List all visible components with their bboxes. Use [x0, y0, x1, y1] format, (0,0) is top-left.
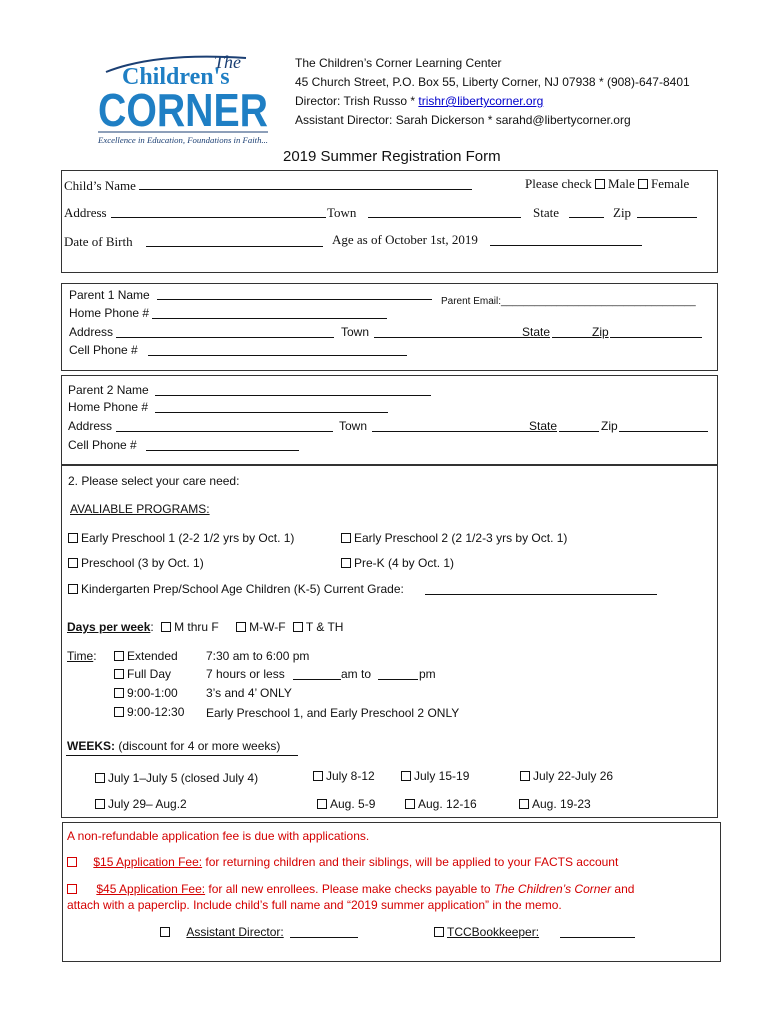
- parent2-cell-field[interactable]: [146, 450, 299, 451]
- bookkeeper-field[interactable]: [560, 937, 635, 938]
- assistant-director-sign: [160, 925, 284, 939]
- fee15-label: $15 Application Fee:: [93, 855, 203, 869]
- child-state-label: State: [533, 205, 559, 220]
- parent2-state-field[interactable]: [559, 431, 599, 432]
- time-9-1230-desc: Early Preschool 1, and Early Preschool 2 ONLY: [206, 706, 460, 720]
- fee45-label: $45 Application Fee:: [96, 882, 206, 896]
- day-mf-label: M thru F: [174, 620, 219, 634]
- child-zip-field[interactable]: [637, 217, 697, 218]
- parent2-cell-label: Cell Phone #: [68, 438, 137, 452]
- extended-checkbox[interactable]: [114, 651, 124, 661]
- kinder-label: Kindergarten Prep/School Age Children (K-5) Current Grade:: [81, 582, 404, 596]
- care-prompt: 2. Please select your care need:: [68, 474, 240, 488]
- female-label: Female: [651, 176, 690, 191]
- days-row: [67, 620, 343, 634]
- parent1-home-phone-label: Home Phone #: [69, 306, 150, 320]
- time-9-1: [114, 686, 178, 700]
- program-early1: [68, 531, 294, 545]
- logo: [96, 52, 272, 148]
- weeks-underline: [66, 755, 298, 756]
- assistant-director-field[interactable]: [290, 937, 358, 938]
- parent2-home-phone-field[interactable]: [155, 412, 388, 413]
- care-section: [61, 465, 718, 818]
- parent1-name-label: Parent 1 Name: [69, 288, 150, 302]
- logo-childrens: Children's: [122, 64, 230, 90]
- bookkeeper-sign: [434, 925, 539, 939]
- parent1-name-field[interactable]: [157, 299, 432, 300]
- week-7-label: Aug. 12-16: [418, 797, 477, 811]
- time-9-1-desc: 3’s and 4’ ONLY: [206, 686, 292, 700]
- child-name-label: Child’s Name: [64, 178, 136, 193]
- logo-graphic: [96, 52, 272, 148]
- parent2-home-phone-label: Home Phone #: [68, 400, 149, 414]
- week-5-checkbox[interactable]: [95, 799, 105, 809]
- female-checkbox[interactable]: [638, 179, 648, 189]
- fullday-checkbox[interactable]: [114, 669, 124, 679]
- parent2-zip-label: Zip: [601, 419, 618, 433]
- child-name-field[interactable]: [139, 189, 472, 190]
- parent1-email[interactable]: Parent Email:___________________________________: [441, 296, 696, 307]
- fee15-text: for returning children and their siblings, will be applied to your FACTS account: [202, 855, 619, 869]
- fee45-text: for all new enrollees. Please make checks payable to: [205, 882, 494, 896]
- parent1-cell-field[interactable]: [148, 355, 407, 356]
- age-label: Age as of October 1st, 2019: [332, 232, 478, 247]
- fullday-end-field[interactable]: [378, 679, 418, 680]
- parent2-name-field[interactable]: [155, 395, 431, 396]
- logo-corner: CORNER: [98, 84, 268, 136]
- week-6-checkbox[interactable]: [317, 799, 327, 809]
- time-extended: [114, 649, 178, 663]
- kinder-checkbox[interactable]: [68, 584, 78, 594]
- parent1-state-field[interactable]: [552, 337, 592, 338]
- early1-checkbox[interactable]: [68, 533, 78, 543]
- day-tth-label: T & TH: [305, 620, 344, 634]
- parent1-zip-field[interactable]: [610, 337, 702, 338]
- preschool-checkbox[interactable]: [68, 558, 78, 568]
- parent1-address-field[interactable]: [116, 337, 334, 338]
- fullday-label: Full Day: [127, 667, 172, 681]
- fullday-desc-c: pm: [419, 667, 436, 681]
- week-3-checkbox[interactable]: [401, 771, 411, 781]
- prek-checkbox[interactable]: [341, 558, 351, 568]
- prek-label: Pre-K (4 by Oct. 1): [354, 556, 455, 570]
- parent1-town-label: Town: [341, 325, 370, 339]
- week-6-label: Aug. 5-9: [330, 797, 376, 811]
- bookkeeper-checkbox[interactable]: [434, 927, 444, 937]
- day-mwf-checkbox[interactable]: [236, 622, 246, 632]
- parent1-town-field[interactable]: [374, 337, 522, 338]
- fee45-checkbox[interactable]: [67, 884, 77, 894]
- weeks-label: WEEKS:: [67, 739, 115, 753]
- child-town-label: Town: [327, 205, 357, 220]
- time-9-1230-label: 9:00-12:30: [127, 705, 185, 719]
- week-4-label: July 22-July 26: [533, 769, 614, 783]
- week-1-checkbox[interactable]: [95, 773, 105, 783]
- week-4-checkbox[interactable]: [520, 771, 530, 781]
- child-town-field[interactable]: [368, 217, 521, 218]
- time-label: Time: [67, 649, 94, 663]
- time-9-1230-checkbox[interactable]: [114, 707, 124, 717]
- fee-notice: A non-refundable application fee is due with applications.: [67, 829, 370, 843]
- fee15-row: [67, 855, 618, 869]
- gender-prefix: Please check: [525, 176, 592, 191]
- time-label-wrap: [67, 649, 97, 663]
- parent1-state-label: State: [522, 325, 551, 339]
- fullday-start-field[interactable]: [293, 679, 341, 680]
- parent2-address-field[interactable]: [116, 431, 333, 432]
- org-address: 45 Church Street, P.O. Box 55, Liberty Corner, NJ 07938 * (908)-647-8401: [295, 75, 690, 89]
- parent1-zip-label: Zip: [592, 325, 609, 339]
- time-9-1-label: 9:00-1:00: [127, 686, 178, 700]
- days-label: Days per week: [67, 620, 151, 634]
- assistant-director-label: Assistant Director:: [186, 925, 284, 939]
- parent1-address-label: Address: [69, 325, 114, 339]
- week-5-label: July 29– Aug.2: [108, 797, 187, 811]
- weeks-row: [67, 739, 280, 753]
- child-state-field[interactable]: [569, 217, 604, 218]
- week-item: [519, 797, 591, 811]
- early2-label: Early Preschool 2 (2 1/2-3 yrs by Oct. 1): [354, 531, 568, 545]
- dob-label: Date of Birth: [64, 234, 133, 249]
- director-email-link[interactable]: trishr@libertycorner.org: [418, 94, 544, 108]
- extended-desc: 7:30 am to 6:00 pm: [206, 649, 310, 663]
- logo-the: The: [214, 52, 241, 72]
- preschool-label: Preschool (3 by Oct. 1): [81, 556, 204, 570]
- time-9-1230: [114, 705, 184, 719]
- fee45-payee: The Children’s Corner: [493, 882, 612, 896]
- week-item: [520, 769, 613, 783]
- day-mwf-label: M-W-F: [249, 620, 286, 634]
- page-title: 2019 Summer Registration Form: [283, 148, 501, 165]
- days-colon: :: [150, 620, 154, 634]
- week-8-label: Aug. 19-23: [532, 797, 591, 811]
- time-fullday: [114, 667, 171, 681]
- director-prefix: Director: Trish Russo *: [295, 94, 419, 108]
- fee45-text2: and: [611, 882, 635, 896]
- week-item: [95, 771, 258, 785]
- week-2-checkbox[interactable]: [313, 771, 323, 781]
- day-mf-checkbox[interactable]: [161, 622, 171, 632]
- parent2-town-label: Town: [339, 419, 368, 433]
- parent1-cell-label: Cell Phone #: [69, 343, 138, 357]
- male-checkbox[interactable]: [595, 179, 605, 189]
- parent1-home-phone-field[interactable]: [152, 318, 387, 319]
- program-prek: [341, 556, 454, 570]
- fee15-checkbox[interactable]: [67, 857, 77, 867]
- director-line: [295, 94, 543, 108]
- week-item: [95, 797, 187, 811]
- current-grade-field[interactable]: [425, 594, 657, 595]
- gender-row: [525, 176, 689, 192]
- program-kinder: [68, 582, 404, 596]
- week-1-label: July 1–July 5 (closed July 4): [108, 771, 259, 785]
- time-colon: :: [93, 649, 97, 663]
- child-zip-label: Zip: [613, 205, 632, 220]
- parent2-zip-field[interactable]: [619, 431, 708, 432]
- assistant-director-checkbox[interactable]: [160, 927, 170, 937]
- age-field[interactable]: [490, 245, 642, 246]
- week-item: [313, 769, 375, 783]
- week-item: [405, 797, 477, 811]
- week-3-label: July 15-19: [414, 769, 470, 783]
- bookkeeper-label: TCCBookkeeper:: [447, 925, 540, 939]
- male-label: Male: [608, 176, 635, 191]
- parent2-town-field[interactable]: [372, 431, 529, 432]
- extended-label: Extended: [127, 649, 178, 663]
- day-tth-checkbox[interactable]: [293, 622, 303, 632]
- child-address-field[interactable]: [111, 217, 326, 218]
- week-item: [317, 797, 375, 811]
- fullday-desc-b: am to: [341, 667, 372, 681]
- parent2-address-label: Address: [68, 419, 113, 433]
- assistant-director-line: Assistant Director: Sarah Dickerson * sarahd@libertycorner.org: [295, 113, 631, 127]
- parent2-section: [61, 375, 718, 465]
- parent2-state-label: State: [529, 419, 558, 433]
- fullday-desc-a: 7 hours or less: [206, 667, 285, 681]
- time-9-1-checkbox[interactable]: [114, 688, 124, 698]
- logo-tagline: Excellence in Education, Foundations in Faith...: [96, 135, 268, 145]
- week-2-label: July 8-12: [326, 769, 375, 783]
- fee45-line2: attach with a paperclip. Include child’s full name and “2019 summer application” in the memo.: [67, 898, 562, 912]
- child-address-label: Address: [64, 205, 107, 220]
- dob-field[interactable]: [146, 246, 323, 247]
- program-preschool: [68, 556, 204, 570]
- programs-heading: AVALIABLE PROGRAMS:: [70, 502, 210, 516]
- early2-checkbox[interactable]: [341, 533, 351, 543]
- week-item: [401, 769, 469, 783]
- week-8-checkbox[interactable]: [519, 799, 529, 809]
- org-name: The Children’s Corner Learning Center: [295, 56, 502, 70]
- weeks-note: (discount for 4 or more weeks): [115, 739, 281, 753]
- fee45-row: [67, 882, 634, 896]
- week-7-checkbox[interactable]: [405, 799, 415, 809]
- program-early2: [341, 531, 567, 545]
- early1-label: Early Preschool 1 (2-2 1/2 yrs by Oct. 1): [81, 531, 295, 545]
- parent2-name-label: Parent 2 Name: [68, 383, 149, 397]
